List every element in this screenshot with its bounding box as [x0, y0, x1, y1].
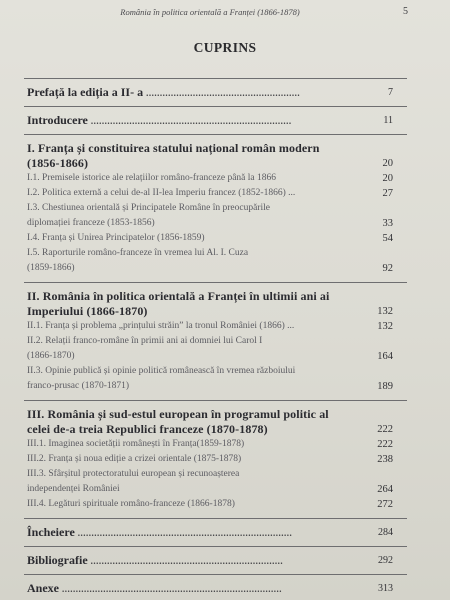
leader-dots: ................................................................................ [62, 584, 282, 594]
toc-subentry: II.2. Relații franco-române în primii ani ai domniei lui Carol I [27, 336, 263, 346]
toc-subentry: II.3. Opinie publică și opinie politică românească în vremea războiului [27, 366, 296, 376]
toc-subentry: III.2. Franța și noua ediție a crizei orientale (1875-1878) 238 [27, 454, 393, 465]
entry-page: 11 [383, 115, 393, 126]
entry-page: 132 [377, 306, 393, 317]
toc-subentry: I.5. Raporturile româno-franceze în vremea lui Al. I. Cuza [27, 248, 249, 258]
toc-entry-introducere [27, 113, 425, 128]
toc-subentry: III.1. Imaginea societății românești în Franța(1859-1878) 222 [27, 439, 393, 450]
toc-subentry: I.4. Franța și Unirea Principatelor (1856-1859) 54 [27, 233, 393, 244]
entry-page: 27 [382, 188, 393, 199]
section-title-cont: celei de-a treia Republici franceze (1870-1878) 222 [27, 422, 393, 436]
toc-subentry: II.1. Franța și problema „prințului străin” la tronul României (1866) ... 132 [27, 321, 393, 332]
entry-title: Prefață la ediția a II- a [27, 85, 144, 99]
section-title-cont: (1856-1866) 20 [27, 156, 393, 170]
entry-page: 132 [377, 321, 393, 332]
toc-subentry-cont: independenței României 264 [27, 484, 393, 495]
leader-dots: ...................................................................... [90, 556, 284, 566]
toc-entry-bibliografie [27, 553, 425, 568]
section-title: II. România în politica orientală a Franței în ultimii ani ai [27, 289, 330, 303]
entry-page: 54 [382, 233, 393, 244]
toc-entry-anexe [27, 581, 425, 596]
entry-title: Anexe [27, 581, 59, 595]
entry-page: 189 [377, 381, 393, 392]
toc-subentry-cont: (1859-1866) 92 [27, 263, 393, 274]
page-number: 5 [403, 6, 408, 17]
toc-subentry: I.3. Chestiunea orientală și Principatele Române în preocupările [27, 203, 270, 213]
leader-dots: .............................................................................. [77, 528, 293, 538]
entry-page: 238 [377, 454, 393, 465]
entry-page: 284 [378, 527, 393, 538]
entry-page: 292 [378, 555, 393, 566]
toc-subentry: III.3. Sfârșitul protectoratului european și recunoașterea [27, 469, 240, 479]
entry-page: 264 [377, 484, 393, 495]
entry-page: 92 [382, 263, 393, 274]
leader-dots: ........................................................ [146, 88, 301, 98]
entry-page: 222 [377, 439, 393, 450]
entry-title: Încheiere [27, 525, 75, 539]
entry-page: 7 [388, 87, 393, 98]
section-title: III. România și sud-estul european în programul politic al [27, 407, 329, 421]
section-title-cont: Imperiului (1866-1870) 132 [27, 304, 393, 318]
toc-title: CUPRINS [193, 40, 257, 55]
toc-subentry-cont: franco-prusac (1870-1871) 189 [27, 381, 393, 392]
leader-dots: ......................................................................... [90, 116, 292, 126]
toc-entry-incheiere [27, 525, 425, 540]
entry-title: Introducere [27, 113, 88, 127]
entry-page: 272 [377, 499, 393, 510]
entry-page: 164 [377, 351, 393, 362]
running-title: România în politica orientală a Franței (1866-1878) [120, 7, 300, 17]
toc-subentry: III.4. Legături spirituale româno-franceze (1866-1878) 272 [27, 499, 393, 510]
toc-subentry-cont: (1866-1870) 164 [27, 351, 393, 362]
toc-subentry: I.1. Premisele istorice ale relațiilor româno-franceze până la 1866 20 [27, 173, 393, 184]
toc-subentry: I.2. Politica externă a celui de-al II-lea Imperiu francez (1852-1866) ... 27 [27, 188, 393, 199]
entry-page: 313 [378, 583, 393, 594]
toc-entry-prefata [27, 85, 425, 100]
table-of-contents [27, 78, 425, 596]
section-title: I. Franța și constituirea statului național român modern [27, 141, 320, 155]
entry-page: 33 [382, 218, 393, 229]
toc-subentry-cont: diplomației franceze (1853-1856) 33 [27, 218, 393, 229]
entry-page: 222 [377, 424, 393, 435]
running-header [0, 5, 450, 19]
entry-page: 20 [382, 158, 393, 169]
entry-page: 20 [382, 173, 393, 184]
entry-title: Bibliografie [27, 553, 88, 567]
